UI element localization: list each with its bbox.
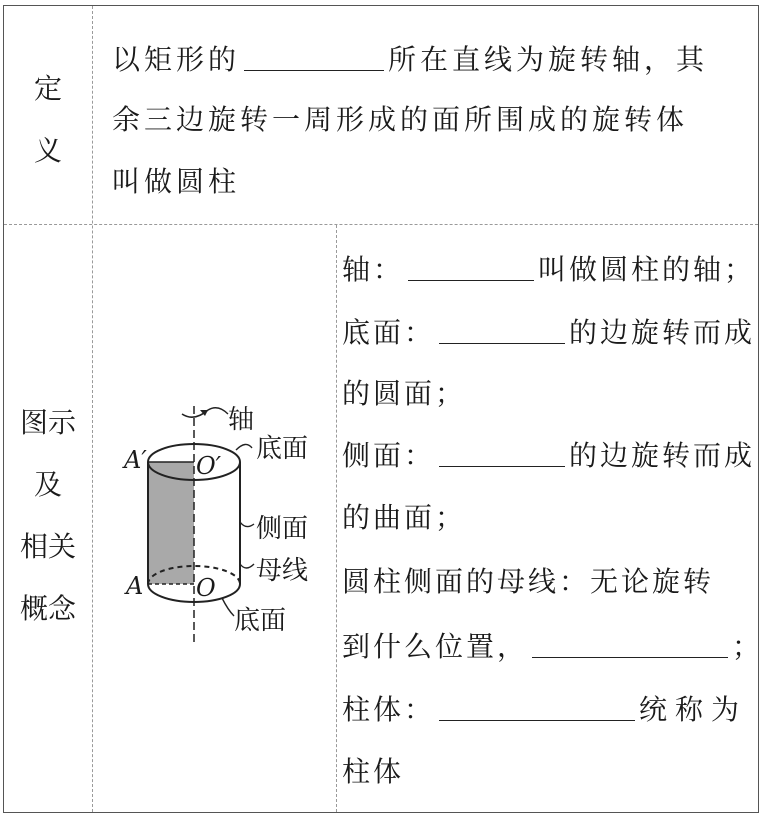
point-o-prime: O′ — [196, 452, 222, 480]
point-o: O — [196, 574, 216, 602]
blank-side — [439, 436, 565, 467]
concepts-label: 图示 及 相关 概念 — [19, 406, 76, 625]
leader-generatrix — [240, 564, 254, 568]
definition-line-1: 以矩形的 所在直线为旋转轴，其 — [112, 30, 708, 90]
leader-side — [240, 522, 254, 527]
side-definition-cont: 的曲面； — [342, 501, 467, 534]
row-divider — [4, 224, 758, 225]
generatrix-definition: 圆柱侧面的母线：无论旋转 — [342, 565, 715, 598]
column-divider-left — [92, 6, 93, 812]
diagram-label-axis: 轴 — [228, 405, 255, 435]
point-a: A — [126, 572, 144, 600]
body-definition-cont: 柱体 — [342, 755, 405, 788]
blank-axis — [408, 250, 534, 281]
blank-generatrix — [532, 627, 728, 658]
diagram-label-generatrix: 母线 — [256, 556, 309, 586]
definition-label: 定 义 — [33, 72, 62, 167]
definition-line-3: 叫做圆柱 — [112, 165, 241, 198]
blank-body — [439, 690, 635, 721]
body-definition: 柱体： 统称为 — [342, 680, 747, 740]
leader-bottom-base — [222, 598, 234, 616]
point-a-prime: A′ — [124, 446, 147, 474]
generatrix-definition-cont: 到什么位置， ； — [342, 617, 763, 677]
blank-rect-side — [244, 40, 384, 71]
diagram-label-side: 侧面 — [256, 514, 309, 544]
side-definition: 侧面： 的边旋转而成 — [342, 426, 755, 486]
axis-definition: 轴： 叫做圆柱的轴； — [342, 240, 755, 300]
blank-base — [439, 313, 565, 344]
base-definition: 底面： 的边旋转而成 — [342, 303, 755, 363]
diagram-label-bottom-base: 底面 — [234, 606, 287, 636]
column-divider-right — [336, 225, 337, 812]
diagram-label-top-base: 底面 — [256, 434, 309, 464]
leader-axis — [208, 408, 228, 414]
definition-line-2: 余三边旋转一周形成的面所围成的旋转体 — [112, 103, 689, 136]
base-definition-cont: 的圆面； — [342, 377, 467, 410]
leader-top-base — [236, 444, 252, 450]
